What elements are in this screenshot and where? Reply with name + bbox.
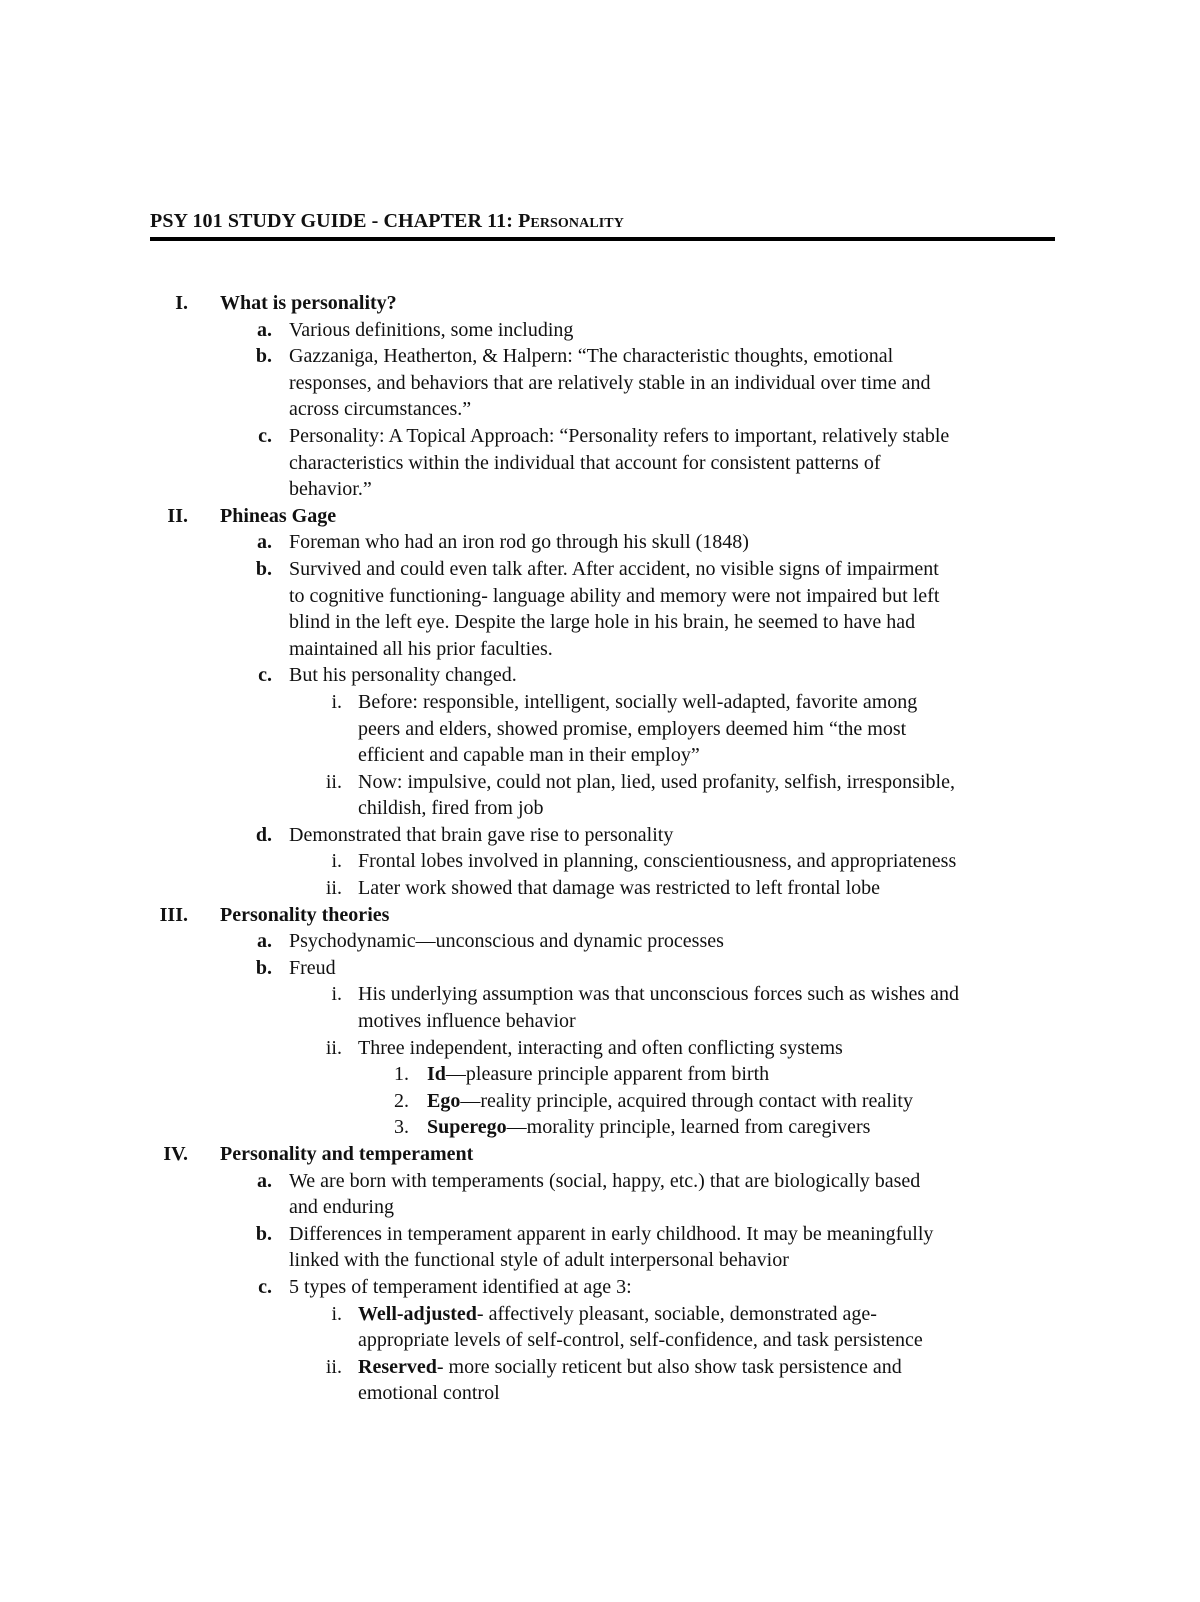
list-marker: b. xyxy=(255,1222,272,1245)
study-guide-page xyxy=(150,210,1055,1407)
outline-line xyxy=(150,928,1055,955)
title-rule xyxy=(150,237,1055,241)
outline-line xyxy=(150,396,1055,423)
key-term: Reserved xyxy=(358,1355,437,1378)
line-text: Foreman who had an iron rod go through his skull (1848) xyxy=(289,531,749,554)
list-marker: a. xyxy=(257,318,272,341)
list-marker: c. xyxy=(258,1275,272,1298)
line-text: peers and elders, showed promise, employers deemed him “the most xyxy=(358,717,907,740)
line-text: Personality: A Topical Approach: “Personality refers to important, relatively stable xyxy=(289,424,950,447)
list-marker: II. xyxy=(167,504,188,527)
outline-line xyxy=(150,476,1055,503)
line-text: childish, fired from job xyxy=(358,797,544,820)
line-text: behavior.” xyxy=(289,478,372,501)
line-text: 5 types of temperament identified at age 3: xyxy=(289,1275,632,1298)
outline-line xyxy=(150,1221,1055,1248)
line-text: His underlying assumption was that unconscious forces such as wishes and xyxy=(358,983,960,1006)
list-marker: i. xyxy=(331,983,342,1006)
outline-line xyxy=(150,1354,1055,1381)
outline-line xyxy=(150,981,1055,1008)
outline-line xyxy=(150,1301,1055,1328)
outline-line xyxy=(150,848,1055,875)
line-text: Now: impulsive, could not plan, lied, used profanity, selfish, irresponsible, xyxy=(358,770,955,793)
outline-line xyxy=(150,955,1055,982)
list-marker: ii. xyxy=(325,1036,342,1059)
line-text: But his personality changed. xyxy=(289,664,517,687)
list-marker: a. xyxy=(257,930,272,953)
line-text: across circumstances.” xyxy=(289,398,472,421)
outline-line xyxy=(150,583,1055,610)
line-text: Gazzaniga, Heatherton, & Halpern: “The characteristic thoughts, emotional xyxy=(289,345,894,368)
outline-line xyxy=(150,1380,1055,1407)
outline-line xyxy=(150,662,1055,689)
outline-line xyxy=(150,636,1055,663)
line-text: Freud xyxy=(289,956,336,979)
line-text: maintained all his prior faculties. xyxy=(289,637,553,660)
list-marker: i. xyxy=(331,850,342,873)
key-term: Ego xyxy=(427,1089,461,1112)
list-marker: b. xyxy=(255,345,272,368)
outline-list xyxy=(150,290,1055,1407)
section-heading xyxy=(150,290,1055,317)
key-term: Superego xyxy=(427,1116,507,1139)
list-marker: 1. xyxy=(394,1063,409,1086)
outline-line xyxy=(150,795,1055,822)
line-text: responses, and behaviors that are relatively stable in an individual over time and xyxy=(289,371,931,394)
outline-line xyxy=(150,450,1055,477)
outline-line xyxy=(150,716,1055,743)
title-main: PSY 101 STUDY GUIDE - CHAPTER 11: xyxy=(150,210,519,232)
line-text: efficient and capable man in their employ” xyxy=(358,744,700,767)
line-text: and enduring xyxy=(289,1196,394,1219)
outline-line xyxy=(150,1088,1055,1115)
outline-line xyxy=(150,1168,1055,1195)
list-marker: i. xyxy=(331,1302,342,1325)
list-marker: 3. xyxy=(394,1116,409,1139)
line-text: blind in the left eye. Despite the large hole in his brain, he seemed to have had xyxy=(289,611,916,634)
line-text: Demonstrated that brain gave rise to personality xyxy=(289,823,674,846)
key-term: Id xyxy=(427,1063,446,1086)
section-heading xyxy=(150,902,1055,929)
line-text: Three independent, interacting and often conflicting systems xyxy=(358,1036,843,1059)
outline-line xyxy=(150,529,1055,556)
outline-line xyxy=(150,370,1055,397)
line-text: to cognitive functioning- language ability and memory were not impaired but left xyxy=(289,584,940,607)
list-marker: b. xyxy=(255,557,272,580)
line-text: motives influence behavior xyxy=(358,1010,576,1033)
list-marker: d. xyxy=(255,823,272,846)
list-marker: ii. xyxy=(325,1355,342,1378)
line-text: —morality principle, learned from caregivers xyxy=(506,1116,871,1139)
title-topic: Personality xyxy=(518,210,624,232)
list-marker: 2. xyxy=(394,1089,409,1112)
line-text: - affectively pleasant, sociable, demonstrated age- xyxy=(476,1302,877,1325)
line-text: linked with the functional style of adult interpersonal behavior xyxy=(289,1249,789,1272)
line-text: What is personality? xyxy=(220,292,397,314)
list-marker: a. xyxy=(257,1169,272,1192)
line-text: Phineas Gage xyxy=(220,504,337,527)
outline-line xyxy=(150,343,1055,370)
outline-line xyxy=(150,1114,1055,1141)
section-heading xyxy=(150,1141,1055,1168)
list-marker: ii. xyxy=(325,770,342,793)
outline-line xyxy=(150,609,1055,636)
line-text: Differences in temperament apparent in early childhood. It may be meaningfully xyxy=(289,1222,934,1245)
line-text: —pleasure principle apparent from birth xyxy=(445,1063,770,1086)
outline-line xyxy=(150,1274,1055,1301)
outline-line xyxy=(150,423,1055,450)
outline-line xyxy=(150,875,1055,902)
list-marker: i. xyxy=(331,690,342,713)
line-text: Before: responsible, intelligent, socially well-adapted, favorite among xyxy=(358,690,918,713)
outline-line xyxy=(150,1061,1055,1088)
outline-line xyxy=(150,689,1055,716)
document-title xyxy=(150,210,1055,233)
line-text: emotional control xyxy=(358,1382,500,1405)
section-heading xyxy=(150,503,1055,530)
line-text: Psychodynamic—unconscious and dynamic processes xyxy=(289,930,724,953)
outline-line xyxy=(150,742,1055,769)
outline-line xyxy=(150,1035,1055,1062)
outline-line xyxy=(150,1327,1055,1354)
line-text: Frontal lobes involved in planning, conscientiousness, and appropriateness xyxy=(358,850,957,873)
list-marker: I. xyxy=(175,292,188,314)
key-term: Well-adjusted xyxy=(358,1302,477,1325)
line-text: appropriate levels of self-control, self-confidence, and task persistence xyxy=(358,1329,923,1352)
list-marker: ii. xyxy=(325,877,342,900)
list-marker: c. xyxy=(258,664,272,687)
line-text: - more socially reticent but also show task persistence and xyxy=(436,1355,902,1378)
line-text: Later work showed that damage was restricted to left frontal lobe xyxy=(358,877,881,900)
line-text: Personality and temperament xyxy=(220,1143,474,1165)
outline-line xyxy=(150,317,1055,344)
outline-line xyxy=(150,822,1055,849)
outline-line xyxy=(150,556,1055,583)
list-marker: a. xyxy=(257,531,272,554)
outline-line xyxy=(150,1008,1055,1035)
list-marker: b. xyxy=(255,956,272,979)
line-text: We are born with temperaments (social, happy, etc.) that are biologically based xyxy=(289,1169,921,1192)
outline-line xyxy=(150,769,1055,796)
line-text: Various definitions, some including xyxy=(289,318,574,341)
line-text: —reality principle, acquired through contact with reality xyxy=(460,1089,913,1112)
line-text: Personality theories xyxy=(220,903,390,926)
line-text: characteristics within the individual that account for consistent patterns of xyxy=(289,451,881,474)
line-text: Survived and could even talk after. After accident, no visible signs of impairment xyxy=(289,557,939,580)
list-marker: IV. xyxy=(163,1143,188,1165)
list-marker: c. xyxy=(258,424,272,447)
outline-line xyxy=(150,1194,1055,1221)
outline-line xyxy=(150,1247,1055,1274)
list-marker: III. xyxy=(159,903,188,926)
